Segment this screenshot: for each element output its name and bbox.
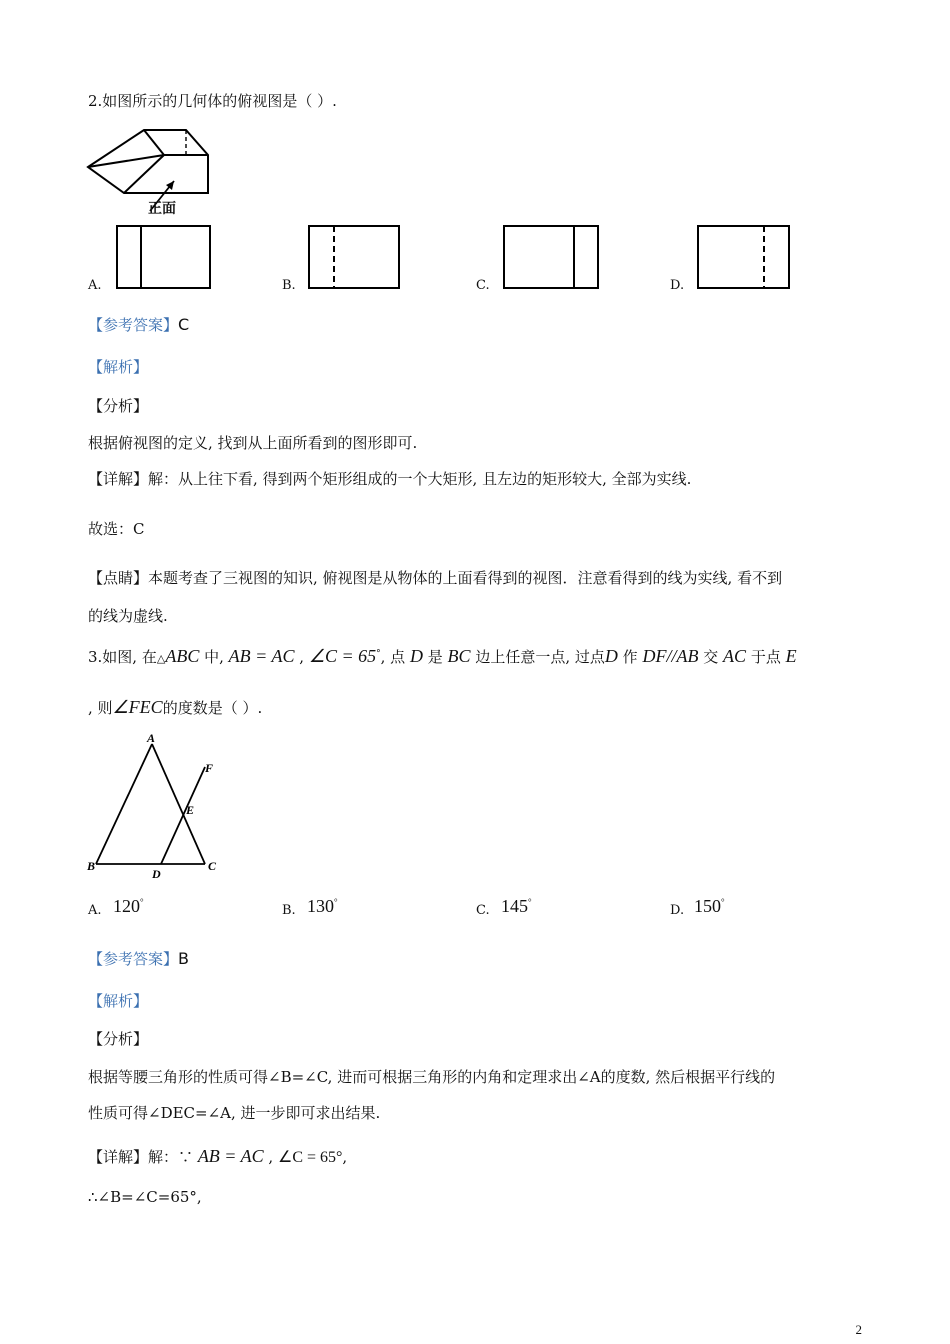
q3-label-c: C	[208, 859, 217, 873]
q2-detail-tag: 【详解】	[88, 470, 149, 488]
q3-answer: B	[178, 949, 189, 968]
q2-analysis-tag: 【解析】	[88, 358, 149, 376]
q2-fenxi-text: 根据俯视图的定义, 找到从上面所看到的图形即可.	[88, 434, 418, 452]
q3-jiao: 交	[703, 648, 719, 666]
q2-dianjing-text-2: 的线为虚线.	[88, 607, 168, 625]
q2-option-a-letter: A.	[88, 278, 102, 293]
q2-option-d-letter: D.	[670, 278, 685, 293]
q3-angle-fec: ∠FEC	[112, 697, 163, 717]
q3-point-d-2: D	[604, 646, 618, 666]
page-number: 2	[855, 1322, 862, 1337]
q3-label-d: D	[152, 867, 161, 881]
q3-label-b: B	[87, 859, 96, 873]
q3-option-c-number: 145	[501, 896, 528, 916]
q3-option-a-number: 120	[113, 896, 140, 916]
q3-bc: BC	[447, 646, 471, 666]
q3-ac: AC	[723, 646, 747, 666]
q3-option-b-number: 130	[307, 896, 334, 916]
q3-option-d-value	[694, 896, 725, 917]
q3-therefore: ∴∠B=∠C=65°,	[88, 1188, 202, 1206]
q3-option-d-degree: °	[721, 897, 725, 907]
q3-detail-tag: 【详解】	[88, 1148, 149, 1166]
q3-option-a-degree: °	[140, 897, 144, 907]
q2-option-c-letter: C.	[476, 278, 490, 293]
q3-point-e: E	[785, 646, 797, 666]
q3-option-b-letter: B.	[282, 903, 296, 918]
q2-dianjing-text-1: 本题考查了三视图的知识, 俯视图是从物体的上面看得到的视图．注意看得到的线为实线, 看不到	[148, 569, 783, 587]
q3-analysis-tag: 【解析】	[88, 992, 149, 1010]
q3-detail-prefix: 解：∵	[148, 1148, 194, 1166]
q2-answer-line	[88, 314, 189, 335]
q3-fenxi-tag: 【分析】	[88, 1030, 149, 1048]
q3-stem-line-2	[88, 697, 262, 718]
q3-option-d-letter: D.	[670, 903, 685, 918]
q2-option-c-figure	[503, 225, 599, 289]
q3-detail-line	[88, 1146, 347, 1167]
q2-figure-label: 正面	[148, 201, 176, 217]
q3-comma: ,	[299, 648, 305, 666]
q3-yudian: 于点	[750, 648, 781, 666]
q3-triangle-figure	[85, 732, 225, 882]
q3-zuo: 作	[622, 648, 638, 666]
q3-option-d-number: 150	[694, 896, 721, 916]
q2-answer-tag: 【参考答案】	[88, 316, 179, 334]
q3-option-c-value	[501, 896, 532, 917]
q3-stem-line-1	[88, 646, 797, 667]
q3-edge-text: 边上任意一点, 过点	[475, 648, 605, 666]
q2-option-b-figure	[308, 225, 400, 289]
q2-choose: 故选：C	[88, 520, 145, 538]
q3-ze: , 则	[88, 699, 113, 717]
q2-stem: 2.如图所示的几何体的俯视图是（ ）.	[88, 92, 337, 110]
q3-option-b-value	[307, 896, 338, 917]
q3-label-a: A	[147, 731, 156, 745]
q3-du-text: 的度数是（ ）.	[162, 699, 263, 717]
q2-option-b-letter: B.	[282, 278, 296, 293]
q3-point-d: D	[409, 646, 423, 666]
q2-answer: C	[178, 315, 190, 334]
q2-option-d-figure	[697, 225, 790, 289]
q3-option-b-degree: °	[334, 897, 338, 907]
q3-label-e: E	[186, 803, 195, 817]
q3-option-c-letter: C.	[476, 903, 490, 918]
q3-shi: 是	[427, 648, 443, 666]
q3-zhong: 中,	[204, 648, 224, 666]
q3-detail-comma: ,	[268, 1148, 274, 1166]
q3-answer-line	[88, 948, 189, 969]
q3-option-a-letter: A.	[88, 903, 102, 918]
q3-detail-angle-c: ∠C = 65°	[277, 1149, 343, 1166]
q3-fenxi-text-2: 性质可得∠DEC=∠A, 进一步即可求出结果.	[88, 1104, 381, 1122]
q2-detail-text: 解：从上往下看, 得到两个矩形组成的一个大矩形, 且左边的矩形较大, 全部为实线.	[148, 470, 692, 488]
q3-answer-tag: 【参考答案】	[88, 950, 179, 968]
q3-triangle-symbol: △	[156, 652, 166, 665]
q3-angle-c: ∠C = 65	[308, 646, 377, 666]
q3-detail-end: ,	[342, 1148, 348, 1166]
q3-stem-prefix: 3.如图, 在	[88, 648, 157, 666]
q3-option-a-value	[113, 896, 144, 917]
q3-dian: , 点	[380, 648, 406, 666]
q3-detail-ab-eq-ac: AB = AC	[197, 1146, 264, 1166]
q3-fenxi-text-1: 根据等腰三角形的性质可得∠B=∠C, 进而可根据三角形的内角和定理求出∠A的度数, 然后根据平行线的	[88, 1068, 776, 1086]
q2-fenxi-tag: 【分析】	[88, 397, 149, 415]
q2-option-a-figure	[116, 225, 211, 289]
q2-detail-line	[88, 468, 691, 489]
q3-ab-eq-ac: AB = AC	[228, 646, 295, 666]
q3-df-parallel-ab: DF//AB	[642, 646, 699, 666]
q3-angle-c-degree: °	[376, 649, 381, 659]
q2-dianjing-tag: 【点睛】	[88, 569, 149, 587]
q3-option-c-degree: °	[528, 897, 532, 907]
q2-dianjing-line	[88, 567, 782, 588]
q3-abc: ABC	[165, 646, 200, 666]
q3-label-f: F	[205, 761, 214, 775]
